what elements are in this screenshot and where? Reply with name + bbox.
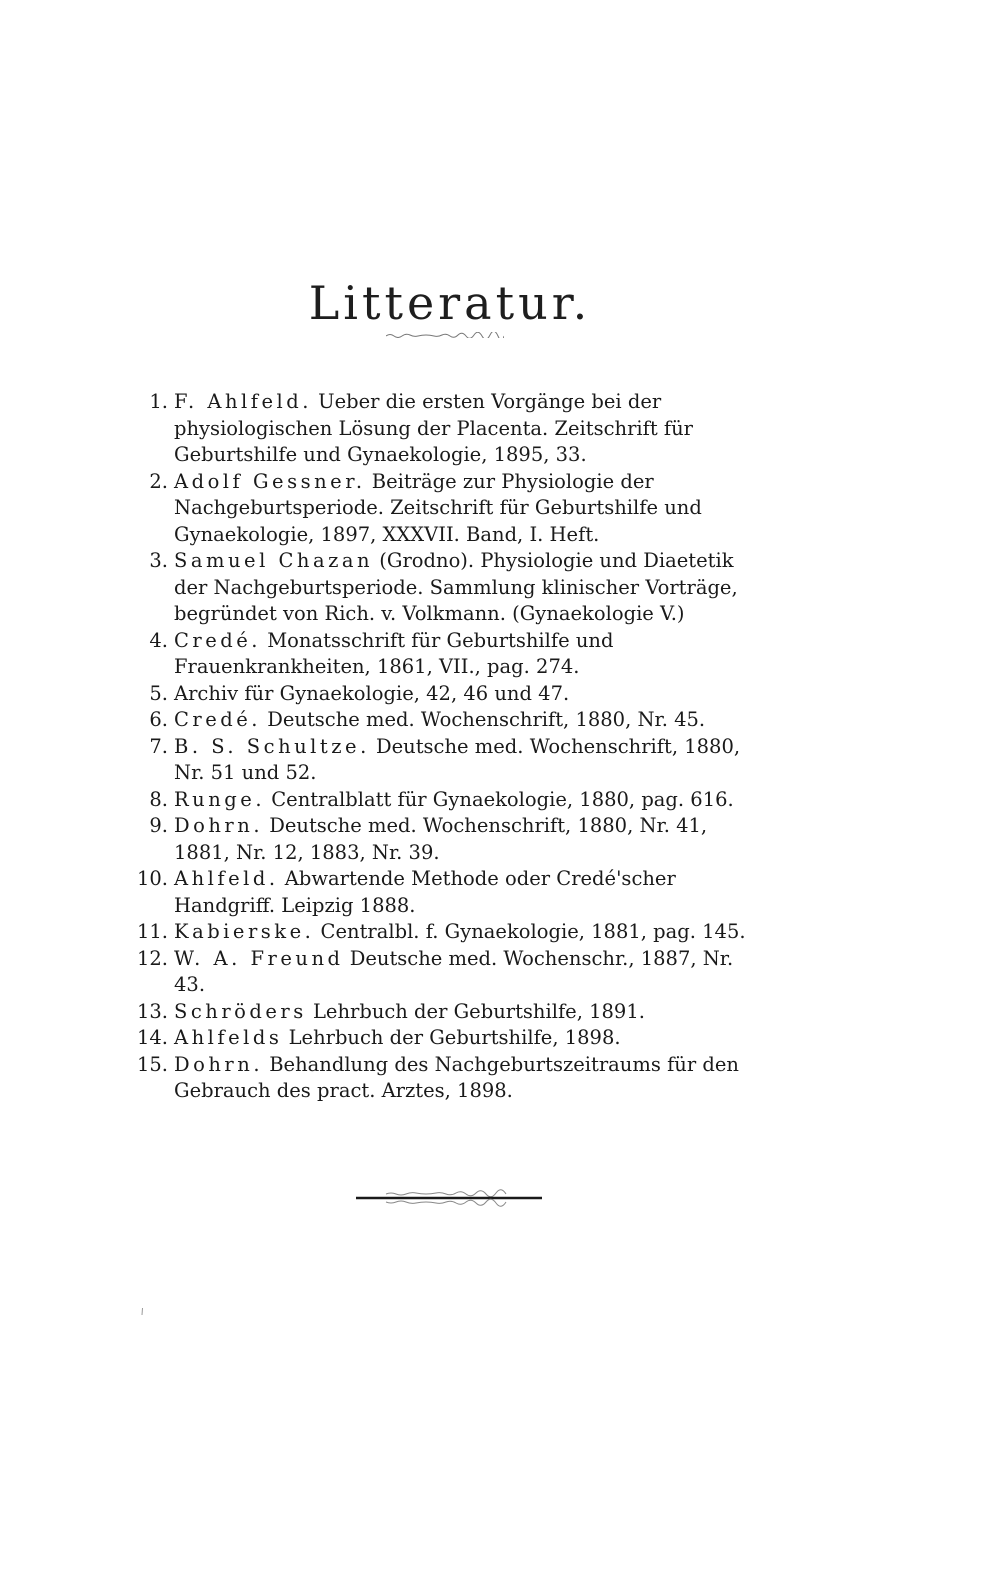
entry-author: Dohrn. xyxy=(174,1052,264,1076)
entry-text: Abwartende Methode oder Credé'scher Handgriff. Leipzig 1888. xyxy=(174,867,676,917)
entry-number: 10. xyxy=(136,867,168,890)
entry-author: Schröders xyxy=(174,999,307,1023)
entry-author: Runge. xyxy=(174,787,266,811)
bibliography-entry xyxy=(128,548,768,628)
entry-number: 5. xyxy=(149,681,168,705)
entry-author: Credé. xyxy=(174,628,262,652)
entry-number: 12. xyxy=(136,946,168,970)
entry-number: 8. xyxy=(149,787,168,811)
entry-number: 1. xyxy=(149,390,168,413)
bibliography-entry xyxy=(128,866,768,919)
entry-author: Samuel Chazan xyxy=(174,549,374,572)
bibliography-entry xyxy=(128,389,768,469)
bibliography-entry xyxy=(128,734,768,787)
bibliography-entry xyxy=(128,919,768,946)
entry-number: 15. xyxy=(136,1052,168,1076)
bibliography-entry xyxy=(128,946,768,999)
entry-text: Deutsche med. Wochenschrift, 1880, Nr. 45. xyxy=(267,708,706,731)
entry-number: 2. xyxy=(149,469,168,493)
closing-rule xyxy=(356,1188,542,1208)
entry-number: 7. xyxy=(149,734,168,758)
bibliography-entry xyxy=(128,628,768,681)
bibliography-entry xyxy=(128,1025,768,1052)
entry-text: Lehrbuch der Geburtshilfe, 1898. xyxy=(288,1026,621,1049)
entry-text: (Grodno). Physiologie und Diaetetik der Nachgeburtsperiode. Sammlung klinischer Vorträge, begründet von Rich. v. Volkmann. (Gynaekologie V.) xyxy=(174,549,738,625)
bibliography-entry xyxy=(128,787,768,814)
bibliography-entry xyxy=(128,1052,768,1105)
entry-text: Deutsche med. Wochenschr., 1887, Nr. 43. xyxy=(174,946,734,996)
bibliography-entry xyxy=(128,681,768,708)
entry-number: 11. xyxy=(136,920,168,943)
entry-number: 9. xyxy=(149,814,168,837)
entry-text: Ueber die ersten Vorgänge bei der physiologischen Lösung der Placenta. Zeitschrift für Geburtshilfe und Gynaekologie, 1895, 33. xyxy=(174,390,693,466)
bibliography-list xyxy=(128,389,768,1105)
entry-author: Credé. xyxy=(174,708,262,731)
title-ornament xyxy=(386,332,504,338)
entry-author: F. Ahlfeld. xyxy=(174,390,312,413)
entry-number: 13. xyxy=(136,999,168,1023)
bibliography-entry xyxy=(128,469,768,549)
entry-text: Beiträge zur Physiologie der Nachgeburtsperiode. Zeitschrift für Geburtshilfe und Gynaekologie, 1897, XXXVII. Band, I. Heft. xyxy=(174,469,702,546)
entry-text: Deutsche med. Wochenschrift, 1880, Nr. 51 und 52. xyxy=(174,734,741,784)
bibliography-entry xyxy=(128,813,768,866)
print-speck xyxy=(141,1308,144,1315)
entry-text: Deutsche med. Wochenschrift, 1880, Nr. 41, 1881, Nr. 12, 1883, Nr. 39. xyxy=(174,814,708,864)
bibliography-entry xyxy=(128,707,768,734)
entry-author: Adolf Gessner. xyxy=(174,469,366,493)
entry-author: W. A. Freund xyxy=(174,946,344,970)
entry-author: Kabierske. xyxy=(174,920,315,943)
entry-number: 14. xyxy=(136,1026,168,1049)
entry-text: Lehrbuch der Geburtshilfe, 1891. xyxy=(312,999,645,1023)
entry-text: Centralblatt für Gynaekologie, 1880, pag. 616. xyxy=(271,787,734,811)
entry-number: 4. xyxy=(149,628,168,652)
entry-author: Dohrn. xyxy=(174,814,264,837)
entry-text: Centralbl. f. Gynaekologie, 1881, pag. 145. xyxy=(320,920,746,943)
entry-text: Monatsschrift für Geburtshilfe und Frauenkrankheiten, 1861, VII., pag. 274. xyxy=(174,628,614,678)
entry-number: 6. xyxy=(149,708,168,731)
entry-author: B. S. Schultze. xyxy=(174,734,370,758)
entry-number: 3. xyxy=(149,549,168,572)
entry-author: Ahlfelds xyxy=(174,1026,283,1049)
page-title: Litteratur. xyxy=(308,275,592,330)
bibliography-entry xyxy=(128,999,768,1026)
entry-author: Ahlfeld. xyxy=(174,867,279,890)
entry-text: Archiv für Gynaekologie, 42, 46 und 47. xyxy=(174,681,570,705)
entry-text: Behandlung des Nachgeburtszeitraums für den Gebrauch des pract. Arztes, 1898. xyxy=(174,1052,739,1102)
